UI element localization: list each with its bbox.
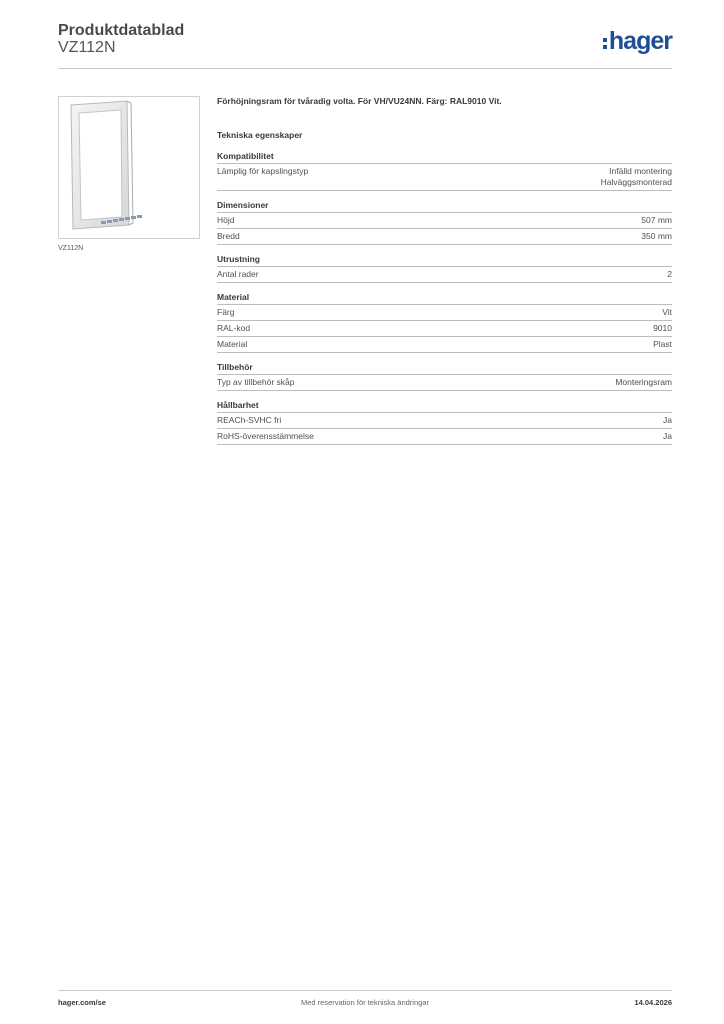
product-details	[217, 96, 672, 445]
property-label: Antal rader	[217, 269, 259, 279]
property-row	[217, 429, 672, 445]
property-row	[217, 305, 672, 321]
section-h-llbarhet	[217, 400, 672, 445]
property-value: Infälld montering Halväggsmonterad	[600, 166, 672, 187]
footer-disclaimer: Med reservation för tekniska ändringar	[301, 998, 429, 1007]
page-header	[58, 22, 672, 68]
property-row	[217, 164, 672, 191]
property-row	[217, 337, 672, 353]
header-divider	[58, 68, 672, 69]
section-title: Dimensioner	[217, 200, 672, 213]
property-value: Ja	[663, 415, 672, 425]
footer-website-link[interactable]: hager.com/se	[58, 998, 106, 1007]
footer-date: 14.04.2026	[634, 998, 672, 1007]
mounting-frame-illustration	[59, 97, 199, 238]
section-dimensioner	[217, 200, 672, 245]
section-utrustning	[217, 254, 672, 283]
property-label: REACh-SVHC fri	[217, 415, 282, 425]
property-value: 9010	[653, 323, 672, 333]
product-image	[58, 96, 200, 239]
hager-logo[interactable]	[603, 26, 672, 56]
property-row	[217, 267, 672, 283]
property-label: Typ av tillbehör skåp	[217, 377, 295, 387]
property-value: Ja	[663, 431, 672, 441]
property-value: Monteringsram	[615, 377, 672, 387]
section-title: Utrustning	[217, 254, 672, 267]
property-label: RoHS-överensstämmelse	[217, 431, 314, 441]
property-value: 2	[667, 269, 672, 279]
property-label: Material	[217, 339, 248, 349]
property-value: 507 mm	[641, 215, 672, 225]
section-kompatibilitet	[217, 151, 672, 191]
product-code: VZ112N	[58, 39, 116, 56]
product-image-caption: VZ112N	[58, 245, 84, 252]
section-title: Material	[217, 292, 672, 305]
section-title: Tillbehör	[217, 362, 672, 375]
section-tillbeh-r	[217, 362, 672, 391]
logo-text: hager	[608, 26, 672, 55]
section-material	[217, 292, 672, 353]
document-title: Produktdatablad	[58, 22, 185, 39]
property-label: RAL-kod	[217, 323, 251, 333]
property-label: Färg	[217, 307, 235, 317]
property-label: Lämplig för kapslingstyp	[217, 166, 309, 176]
property-value: Vit	[662, 307, 672, 317]
logo-dots-icon	[603, 38, 607, 49]
section-title: Hållbarhet	[217, 400, 672, 413]
product-description: Förhöjningsram för tvåradig volta. För VH/VU24NN. Färg: RAL9010 Vit.	[217, 96, 502, 106]
section-title: Kompatibilitet	[217, 151, 672, 164]
property-row	[217, 229, 672, 245]
property-label: Bredd	[217, 231, 240, 241]
property-label: Höjd	[217, 215, 235, 225]
property-row	[217, 321, 672, 337]
property-row	[217, 213, 672, 229]
property-value: 350 mm	[641, 231, 672, 241]
property-row	[217, 375, 672, 391]
technical-properties-heading: Tekniska egenskaper	[217, 130, 303, 140]
property-sections	[217, 151, 672, 445]
footer-divider	[58, 990, 672, 991]
property-value: Plast	[653, 339, 672, 349]
property-row	[217, 413, 672, 429]
